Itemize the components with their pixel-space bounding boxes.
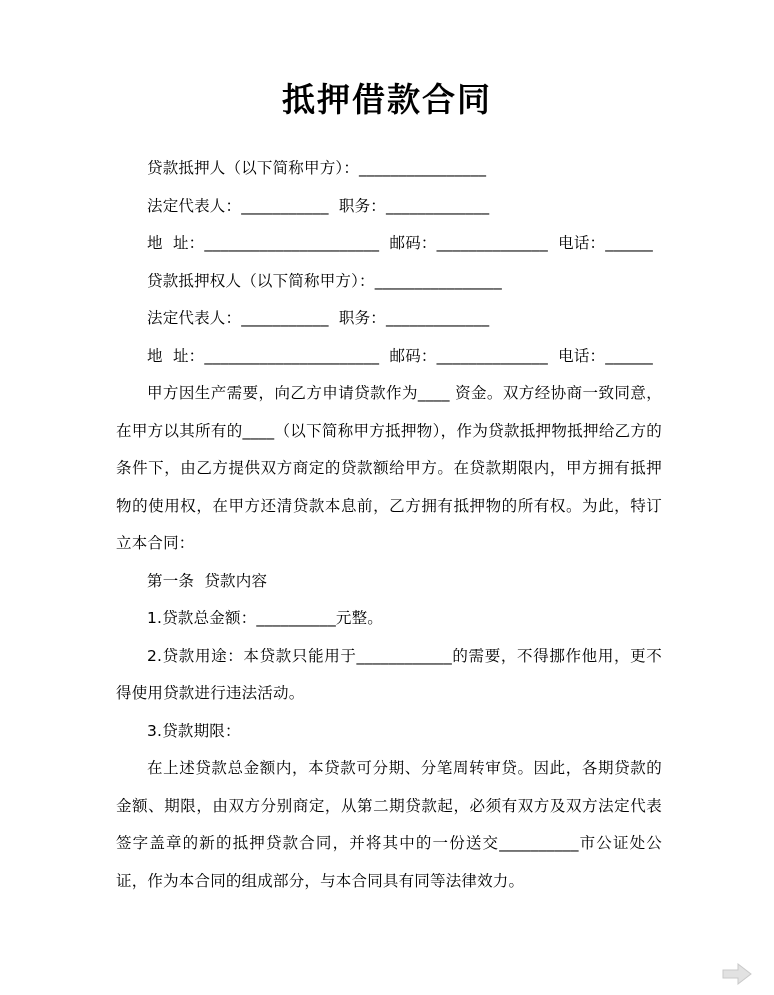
preamble-paragraph: 甲方因生产需要，向乙方申请贷款作为____ 资金。双方经协商一致同意，在甲方以其所有的____（以下简称甲方抵押物），作为贷款抵押物抵押给乙方的条件下，由乙方提供双方商定的贷款额给甲方。在贷款期限内，甲方拥有抵押物的使用权，在甲方还清贷款本息前，乙方拥有抵押物的所有权。为此，特订立本合同： — [116, 384, 662, 552]
field-legal-rep-party-b: 法定代表人：___________ 职务：_____________ — [147, 309, 490, 327]
document-body — [116, 150, 662, 900]
right-arrow-icon — [722, 963, 752, 985]
field-address-party-b: 地 址：______________________ 邮码：______________ 电话：______ — [147, 346, 653, 365]
field-legal-rep-party-a: 法定代表人：___________ 职务：_____________ — [147, 196, 490, 215]
clause-loan-term: 3.贷款期限： — [147, 721, 241, 740]
field-address-party-a: 地 址：______________________ 邮码：______________ 电话：______ — [147, 234, 653, 252]
clause-loan-purpose: 2.贷款用途：本贷款只能用于____________的需要，不得挪作他用，更不得使用贷款进行违法活动。 — [116, 646, 662, 702]
clause-loan-total-amount: 1.贷款总金额：__________元整。 — [147, 609, 383, 627]
page-title: 抵押借款合同 — [282, 80, 492, 119]
article-one-heading: 第一条 贷款内容 — [147, 571, 268, 590]
field-mortgagor: 贷款抵押人（以下简称甲方）：________________ — [147, 159, 487, 177]
field-mortgagee: 贷款抵押权人（以下简称甲方）：________________ — [147, 271, 502, 290]
closing-paragraph: 在上述贷款总金额内，本贷款可分期、分笔周转审贷。因此，各期贷款的金额、期限，由双方分别商定，从第二期贷款起，必须有双方及双方法定代表签字盖章的新的抵押贷款合同，并将其中的一份送交__________市公证处公证，作为本合同的组成部分，与本合同具有同等法律效力。 — [116, 759, 662, 890]
